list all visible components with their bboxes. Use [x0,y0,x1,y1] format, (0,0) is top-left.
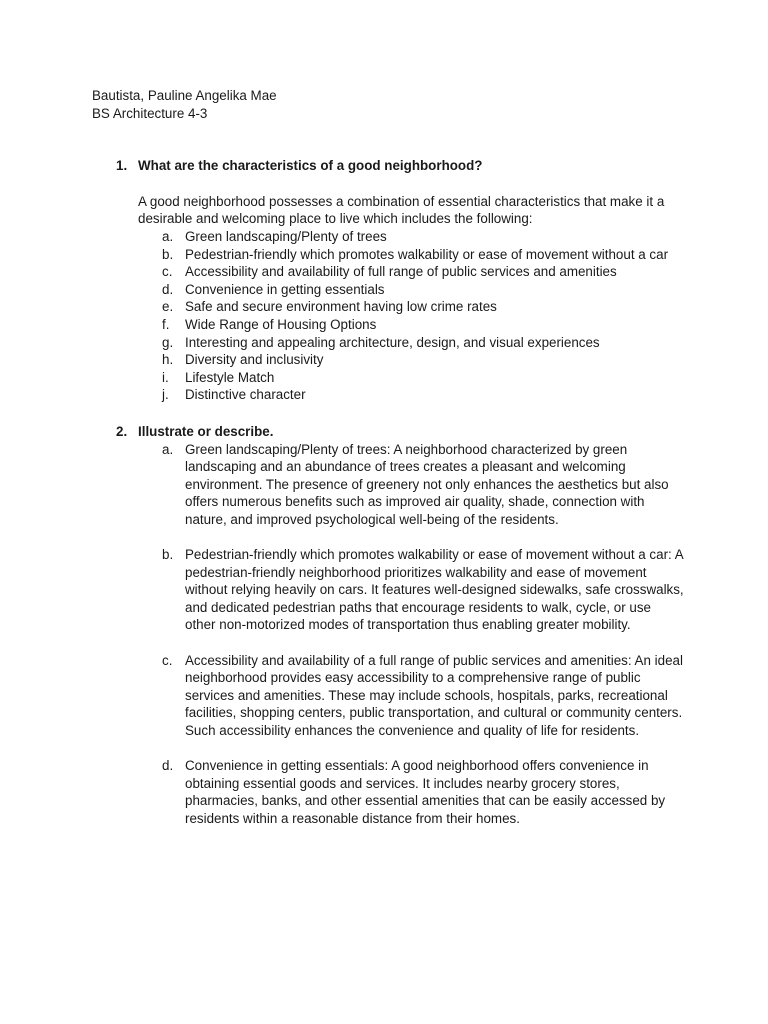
item-letter: j. [162,387,169,403]
author-name: Bautista, Pauline Angelika Mae [92,88,277,103]
list-item [92,757,685,827]
list-item [92,652,685,740]
item-text: Lifestyle Match [185,369,275,385]
list-item [92,246,685,264]
item-letter: d. [162,758,174,774]
item-letter: g. [162,334,174,350]
question-2-title: Illustrate or describe. [138,423,274,439]
list-item [92,263,685,281]
item-letter: b. [162,547,174,563]
question-1-heading [92,157,692,175]
list-item [92,441,685,529]
item-text: Accessibility and availability of full range of public services and amenities [185,264,617,280]
document-page [92,87,692,828]
item-letter: f. [162,316,170,332]
question-1-number: 1. [116,158,128,174]
list-item [92,316,685,334]
course-section: BS Architecture 4-3 [92,105,208,121]
item-text: Green landscaping/Plenty of trees: A neighborhood characterized by green landscaping and an abundance of trees creates a pleasant and welcoming environment. The presence of greenery not only enhances the aesthetics but also offers numerous benefits such as improved air quality, shade, connection with nature, and improved psychological well-being of the residents. [185,441,669,527]
item-letter: e. [162,299,174,315]
item-text: Convenience in getting essentials: A good neighborhood offers convenience in obtaining essential goods and services. It includes nearby grocery stores, pharmacies, banks, and other essential amenities that can be easily accessed by residents within a reasonable distance from their homes. [185,758,666,826]
item-text: Safe and secure environment having low crime rates [185,299,497,315]
item-letter: c. [162,264,173,280]
item-letter: d. [162,281,174,297]
item-text: Distinctive character [185,387,306,403]
question-1-title: What are the characteristics of a good neighborhood? [138,158,483,174]
item-text: Interesting and appealing architecture, design, and visual experiences [185,334,600,350]
question-2-heading [92,423,692,441]
list-item [92,298,685,316]
list-item [92,228,685,246]
item-text: Pedestrian-friendly which promotes walkability or ease of movement without a car: A pedestrian-friendly neighborhood prioritizes walkability and ease of movement without relying heavily on cars. It features well-designed sidewalks, safe crosswalks, and dedicated pedestrian paths that encourage residents to walk, cycle, or use other non-motorized modes of transportation thus enabling greater mobility. [185,547,684,633]
item-text: Diversity and inclusivity [185,352,324,368]
item-text: Wide Range of Housing Options [185,316,377,332]
characteristics-list [92,228,692,404]
question-2-number: 2. [116,423,128,439]
item-text: Pedestrian-friendly which promotes walkability or ease of movement without a car [185,246,669,262]
list-item [92,351,685,369]
item-text: Convenience in getting essentials [185,281,385,297]
item-letter: i. [162,369,169,385]
item-letter: c. [162,652,173,668]
item-letter: b. [162,246,174,262]
list-item [92,386,685,404]
list-item [92,281,685,299]
item-letter: a. [162,441,174,457]
list-item [92,546,685,634]
descriptions-list [92,441,692,828]
list-item [92,334,685,352]
list-item [92,369,685,387]
question-1-intro: A good neighborhood possesses a combination of essential characteristics that make it a desirable and welcoming place to live which includes the following: [138,193,665,227]
item-text: Accessibility and availability of a full range of public services and amenities: An ideal neighborhood provides easy accessibility to a comprehensive range of public services and amenities. These may include schools, hospitals, parks, recreational facilities, shopping centers, public transportation, and cultural or community centers. Such accessibility enhances the convenience and quality of life for residents. [185,652,683,738]
item-letter: a. [162,228,174,244]
item-text: Green landscaping/Plenty of trees [185,228,387,244]
item-letter: h. [162,352,174,368]
